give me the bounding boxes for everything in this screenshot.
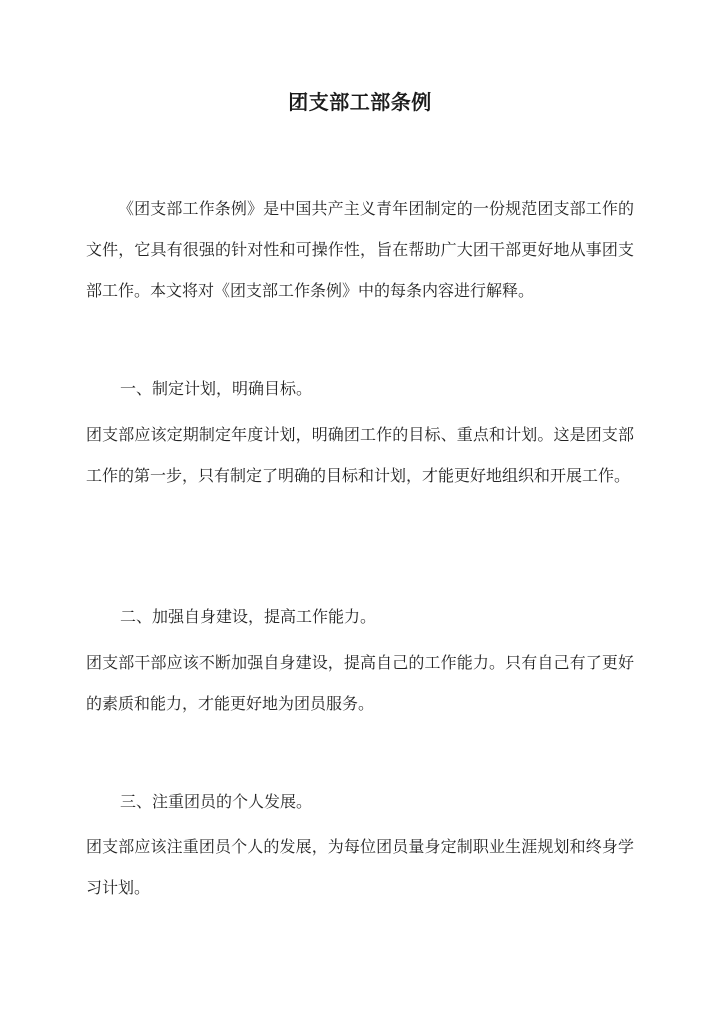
section-2-body: 团支部干部应该不断加强自身建设，提高自己的工作能力。只有自己有了更好的素质和能力，才能更好地为团员服务。 <box>86 653 634 713</box>
section-1-heading: 一、制定计划，明确目标。 <box>120 379 313 398</box>
section-3-heading: 三、注重团员的个人发展。 <box>120 792 313 811</box>
intro-paragraph: 《团支部工作条例》是中国共产主义青年团制定的一份规范团支部工作的文件，它具有很强的针对性和可操作性，旨在帮助广大团干部更好地从事团支部工作。本文将对《团支部工作条例》中的每条内容进行解释。 <box>86 199 634 300</box>
section-1-body: 团支部应该定期制定年度计划，明确团工作的目标、重点和计划。这是团支部工作的第一步，只有制定了明确的目标和计划，才能更好地组织和开展工作。 <box>86 425 634 485</box>
section-3-body: 团支部应该注重团员个人的发展，为每位团员量身定制职业生涯规划和终身学习计划。 <box>86 837 634 897</box>
document-title: 团支部工部条例 <box>288 90 432 114</box>
section-2-heading: 二、加强自身建设，提高工作能力。 <box>120 607 377 626</box>
